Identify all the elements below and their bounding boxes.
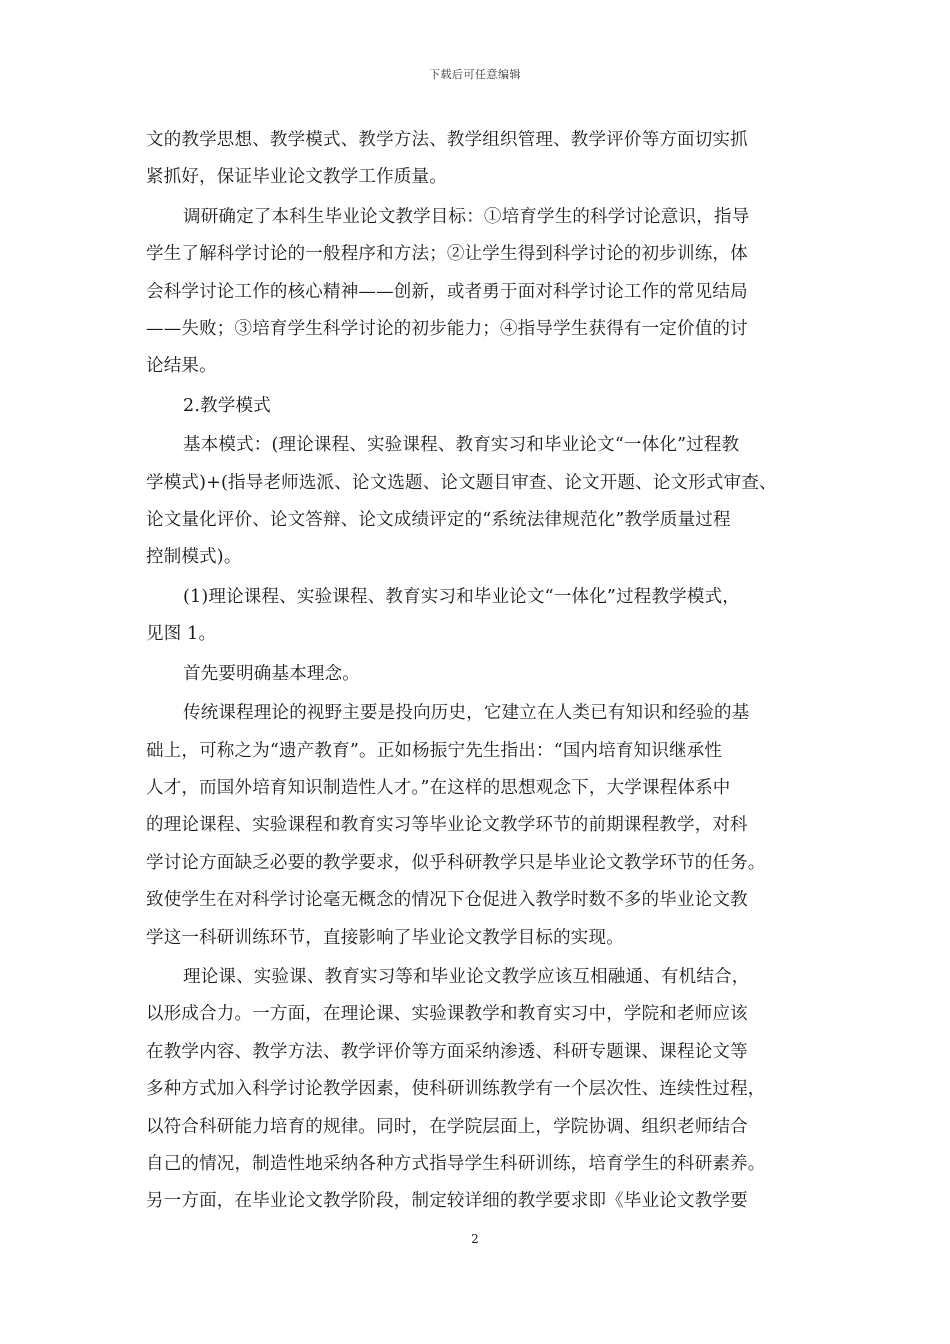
text-line: 人才，而国外培育知识制造性人才。”在这样的思想观念下，大学课程体系中 <box>146 777 731 798</box>
text-line: 另一方面，在毕业论文教学阶段，制定较详细的教学要求即《毕业论文教学要 <box>146 1191 748 1212</box>
paragraph <box>146 579 810 654</box>
paragraph <box>146 388 810 425</box>
text-line: 首先要明确基本理念。 <box>183 663 360 684</box>
text-line: 的理论课程、实验课程和教育实习等毕业论文教学环节的前期课程教学，对科 <box>146 815 748 836</box>
text-line: 论结果。 <box>146 356 217 377</box>
body-text <box>146 122 810 1223</box>
page-number: 2 <box>471 1232 479 1246</box>
text-line: (1)理论课程、实验课程、教育实习和毕业论文“一体化”过程教学模式， <box>183 586 740 607</box>
text-line: 控制模式)。 <box>146 547 242 568</box>
text-line: 学生了解科学讨论的一般程序和方法；②让学生得到科学讨论的初步训练，体 <box>146 244 748 265</box>
text-line: 见图 1。 <box>146 624 217 645</box>
text-line: 论文量化评价、论文答辩、论文成绩评定的“系统法律规范化”教学质量过程 <box>146 510 731 531</box>
text-line: 以形成合力。一方面，在理论课、实验课教学和教育实习中，学院和老师应该 <box>146 1004 748 1025</box>
text-line: 调研确定了本科生毕业论文教学目标：①培育学生的科学讨论意识，指导 <box>183 206 750 227</box>
paragraph <box>146 199 810 386</box>
text-line: 文的教学思想、教学模式、教学方法、教学组织管理、教学评价等方面切实抓 <box>146 130 748 150</box>
text-line: 理论课、实验课、教育实习等和毕业论文教学应该互相融通、有机结合， <box>183 966 750 987</box>
text-line: ——失败；③培育学生科学讨论的初步能力；④指导学生获得有一定价值的讨 <box>146 319 748 340</box>
text-line: 在教学内容、教学方法、教学评价等方面采纳渗透、科研专题课、课程论文等 <box>146 1041 748 1062</box>
text-line: 传统课程理论的视野主要是投向历史，它建立在人类已有知识和经验的基 <box>183 703 750 724</box>
text-line: 学讨论方面缺乏必要的教学要求，似乎科研教学只是毕业论文教学环节的任务。 <box>146 852 766 873</box>
text-line: 自己的情况，制造性地采纳各种方式指导学生科研训练，培育学生的科研素养。 <box>146 1153 766 1174</box>
page-header: 下载后可任意编辑 <box>429 68 521 81</box>
text-line: 多种方式加入科学讨论教学因素，使科研训练教学有一个层次性、连续性过程， <box>146 1079 766 1100</box>
paragraph <box>146 695 810 957</box>
paragraph <box>146 959 810 1221</box>
text-line: 基本模式：(理论课程、实验课程、教育实习和毕业论文“一体化”过程教 <box>183 435 740 456</box>
text-line: 学这一科研训练环节，直接影响了毕业论文教学目标的实现。 <box>146 927 624 948</box>
text-line: 致使学生在对科学讨论毫无概念的情况下仓促进入教学时数不多的毕业论文教 <box>146 890 748 911</box>
text-line: 紧抓好，保证毕业论文教学工作质量。 <box>146 167 447 188</box>
paragraph <box>146 427 810 577</box>
paragraph <box>146 122 810 197</box>
text-line: 会科学讨论工作的核心精神——创新，或者勇于面对科学讨论工作的常见结局 <box>146 281 748 302</box>
text-line: 学模式)+(指导老师选派、论文选题、论文题目审查、论文开题、论文形式审查、 <box>146 472 777 493</box>
paragraph <box>146 656 810 693</box>
text-line: 以符合科研能力培育的规律。同时，在学院层面上，学院协调、组织老师结合 <box>146 1116 748 1137</box>
text-line: 础上，可称之为“遗产教育”。正如杨振宁先生指出：“国内培育知识继承性 <box>146 740 723 761</box>
text-line: 2.教学模式 <box>183 395 271 416</box>
